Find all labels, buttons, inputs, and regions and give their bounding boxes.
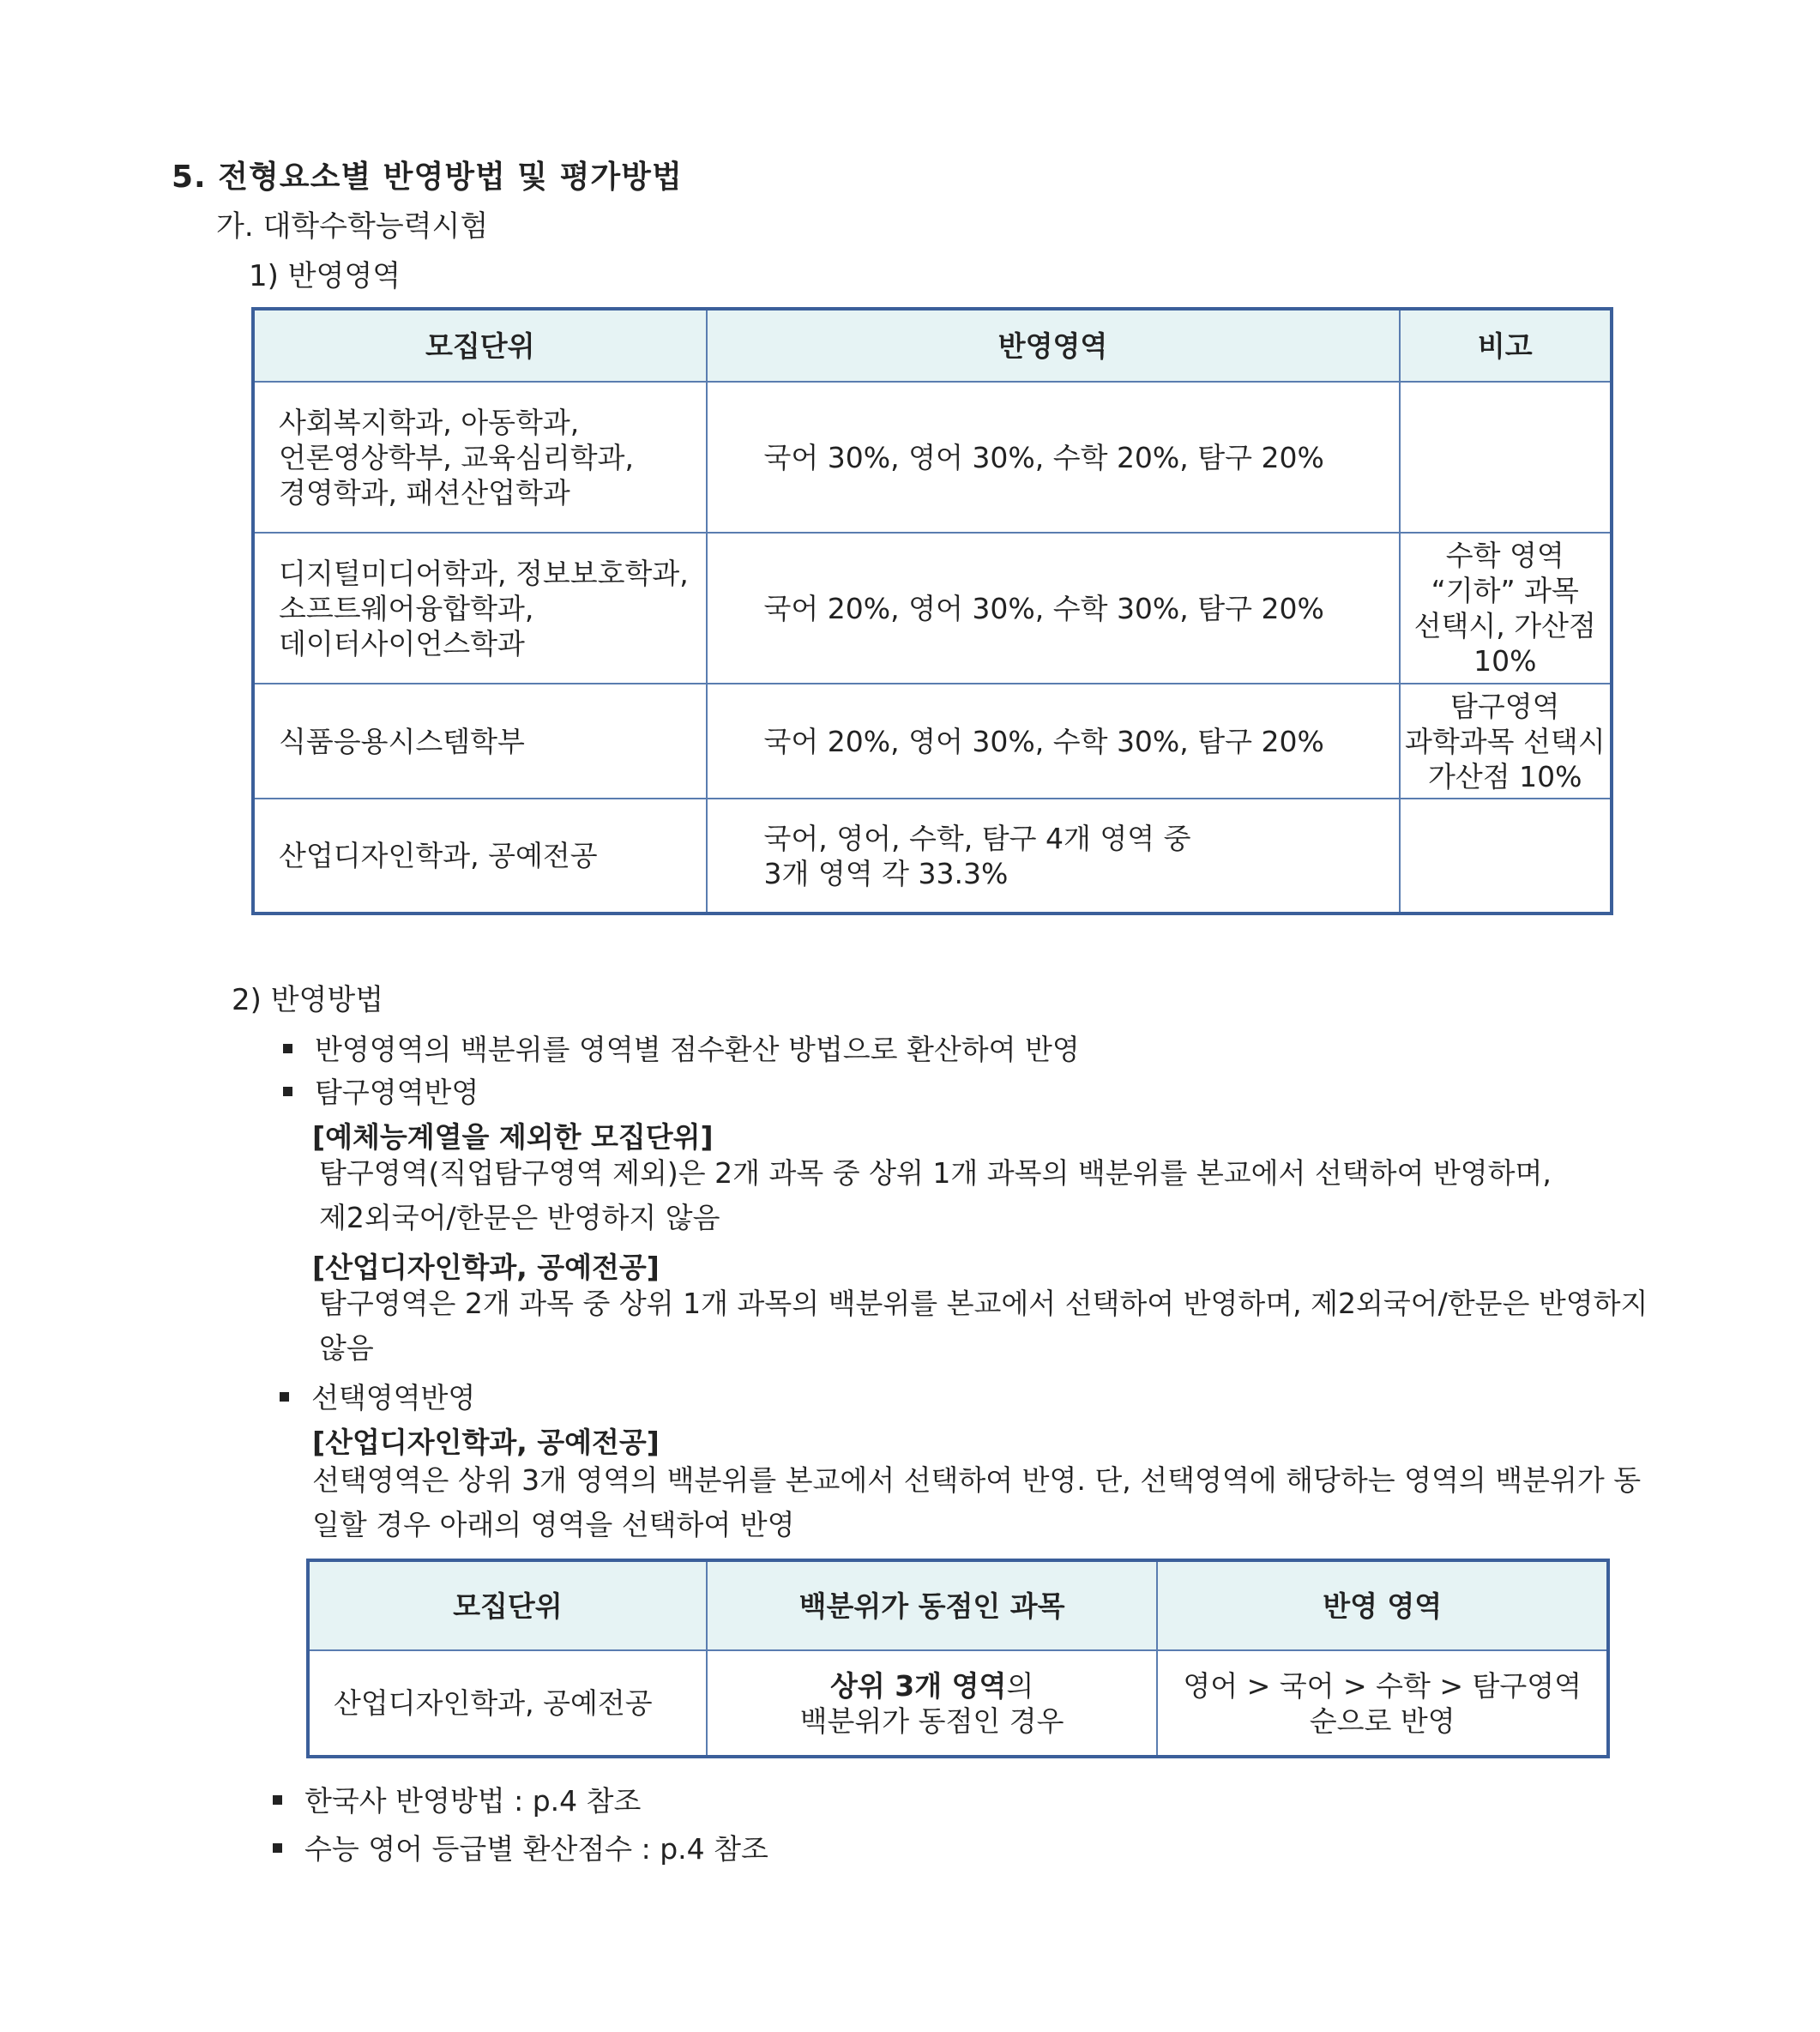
bullet-item: 탐구영역반영 <box>283 1070 479 1111</box>
header-result: 반영 영역 <box>1157 1560 1608 1650</box>
unit-cell: 식품응용시스템학부 <box>253 684 707 799</box>
area-cell: 국어 20%, 영어 30%, 수학 30%, 탐구 20% <box>707 684 1400 799</box>
square-bullet-icon <box>273 1843 282 1853</box>
reflection-area-table <box>251 307 1613 915</box>
area-cell: 국어 20%, 영어 30%, 수학 30%, 탐구 20% <box>707 533 1400 684</box>
result-cell: 영어 > 국어 > 수학 > 탐구영역 순으로 반영 <box>1157 1650 1608 1757</box>
note-cell: 수학 영역 “기하” 과목 선택시, 가산점 10% <box>1400 533 1612 684</box>
section-heading: 5. 전형요소별 반영방법 및 평가방법 <box>172 160 683 195</box>
header-tie: 백분위가 동점인 과목 <box>707 1560 1158 1650</box>
tie-cell: 상위 3개 영역의 백분위가 동점인 경우 <box>707 1650 1158 1757</box>
subsection-heading: 가. 대학수학능력시험 <box>216 209 489 244</box>
header-note: 비고 <box>1400 309 1612 382</box>
table-row <box>253 382 1612 533</box>
area-cell: 국어 30%, 영어 30%, 수학 20%, 탐구 20% <box>707 382 1400 533</box>
square-bullet-icon <box>283 1087 292 1096</box>
paragraph: 탐구영역은 2개 과목 중 상위 1개 과목의 백분위를 본교에서 선택하여 반영하며, 제2외국어/한문은 반영하지 않음 <box>319 1287 1648 1365</box>
note-cell: 탐구영역 과학과목 선택시 가산점 10% <box>1400 684 1612 799</box>
sub-heading: [산업디자인학과, 공예전공] <box>312 1426 660 1459</box>
sub-heading: [예체능계열을 제외한 모집단위] <box>312 1120 714 1154</box>
area-cell: 국어, 영어, 수학, 탐구 4개 영역 중 3개 영역 각 33.3% <box>707 799 1400 913</box>
table-row <box>253 684 1612 799</box>
paragraph: 탐구영역(직업탐구영역 제외)은 2개 과목 중 상위 1개 과목의 백분위를 본교에서 선택하여 반영하며, 제2외국어/한문은 반영하지 않음 <box>319 1156 1552 1234</box>
bullet-item: 반영영역의 백분위를 영역별 점수환산 방법으로 환산하여 반영 <box>283 1028 1080 1068</box>
bullet-item: 선택영역반영 <box>280 1376 475 1416</box>
unit-cell: 산업디자인학과, 공예전공 <box>253 799 707 913</box>
section2-title: 2) 반영방법 <box>232 983 384 1017</box>
table-row <box>253 533 1612 684</box>
header-area: 반영영역 <box>707 309 1400 382</box>
section1-title: 1) 반영영역 <box>249 259 401 293</box>
unit-cell: 사회복지학과, 아동학과, 언론영상학부, 교육심리학과, 경영학과, 패션산업학과 <box>253 382 707 533</box>
header-unit: 모집단위 <box>308 1560 707 1650</box>
paragraph: 선택영역은 상위 3개 영역의 백분위를 본교에서 선택하여 반영. 단, 선택영역에 해당하는 영역의 백분위가 동 일할 경우 아래의 영역을 선택하여 반영 <box>312 1463 1642 1541</box>
note-cell <box>1400 799 1612 913</box>
square-bullet-icon <box>280 1392 289 1402</box>
unit-cell: 산업디자인학과, 공예전공 <box>308 1650 707 1757</box>
bullet-item: 한국사 반영방법 : p.4 참조 <box>273 1779 641 1819</box>
sub-heading: [산업디자인학과, 공예전공] <box>312 1251 660 1284</box>
bullet-item: 수능 영어 등급별 환산점수 : p.4 참조 <box>273 1827 768 1867</box>
unit-cell: 디지털미디어학과, 정보보호학과, 소프트웨어융합학과, 데이터사이언스학과 <box>253 533 707 684</box>
square-bullet-icon <box>273 1795 282 1805</box>
square-bullet-icon <box>283 1044 292 1053</box>
table-row <box>308 1650 1608 1757</box>
note-cell <box>1400 382 1612 533</box>
tie-rule-table <box>306 1559 1610 1758</box>
header-unit: 모집단위 <box>253 309 707 382</box>
table-row <box>253 799 1612 913</box>
